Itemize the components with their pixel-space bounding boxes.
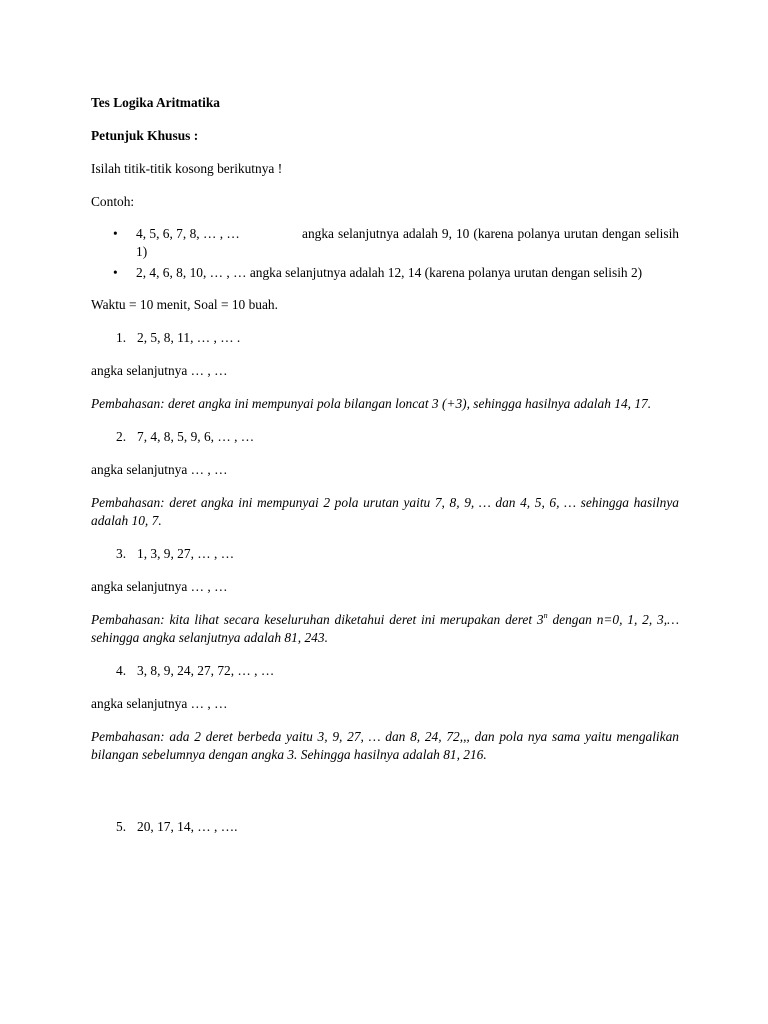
- example-sequence: 2, 4, 6, 8, 10, … , …: [136, 265, 247, 280]
- discussion-text: Pembahasan: deret angka ini mempunyai pola bilangan loncat 3 (+3), sehingga hasilnya adalah 14, 17.: [91, 396, 652, 411]
- answer-prompt: angka selanjutnya … , …: [91, 696, 228, 711]
- example-list: [91, 225, 679, 282]
- example-explanation: angka selanjutnya adalah 12, 14 (karena polanya urutan dengan selisih 2): [249, 265, 643, 280]
- instruction-text: Isilah titik-titik kosong berikutnya !: [91, 161, 283, 176]
- question-number: 3.: [116, 546, 127, 561]
- question-sequence: 1, 3, 9, 27, … , …: [137, 546, 235, 561]
- answer-prompt: angka selanjutnya … , …: [91, 579, 228, 594]
- bullet-icon: •: [113, 226, 118, 241]
- question-4: [91, 662, 679, 680]
- answer-prompt: angka selanjutnya … , …: [91, 462, 228, 477]
- example-explanation: angka selanjutnya adalah 9, 10 (karena polanya urutan dengan selisih 1): [136, 226, 679, 259]
- discussion-text: Pembahasan: deret angka ini mempunyai 2 pola urutan yaitu 7, 8, 9, … dan 4, 5, 6, … sehingga hasilnya adalah 10, 7.: [91, 495, 679, 528]
- instructions-heading: Petunjuk Khusus :: [91, 128, 199, 143]
- discussion-text-part: Pembahasan: kita lihat secara keseluruhan diketahui deret ini merupakan deret 3: [91, 612, 544, 627]
- question-sequence: 2, 5, 8, 11, … , … .: [137, 330, 241, 345]
- answer-prompt: angka selanjutnya … , …: [91, 363, 228, 378]
- question-sequence: 7, 4, 8, 5, 9, 6, … , …: [137, 429, 255, 444]
- question-5: [91, 818, 679, 836]
- document-title: Tes Logika Aritmatika: [91, 95, 220, 110]
- question-number: 4.: [116, 663, 127, 678]
- question-number: 5.: [116, 819, 127, 834]
- example-sequence: 4, 5, 6, 7, 8, … , …: [136, 226, 240, 241]
- bullet-icon: •: [113, 265, 118, 280]
- example-item: [91, 264, 679, 282]
- question-number: 1.: [116, 330, 127, 345]
- question-sequence: 20, 17, 14, … , ….: [137, 819, 238, 834]
- document-body: [91, 94, 679, 836]
- discussion-text-part: dengan n=0, 1, 2, 3,… sehingga angka selanjutnya adalah 81, 243.: [91, 612, 679, 645]
- question-number: 2.: [116, 429, 127, 444]
- question-1: [91, 329, 679, 347]
- discussion-text: [91, 611, 679, 647]
- question-3: [91, 545, 679, 563]
- time-info: Waktu = 10 menit, Soal = 10 buah.: [91, 297, 278, 312]
- superscript-exponent: n: [543, 610, 548, 620]
- example-label: Contoh:: [91, 194, 135, 209]
- discussion-text: Pembahasan: ada 2 deret berbeda yaitu 3, 9, 27, … dan 8, 24, 72,,, dan pola nya sama yaitu mengalikan bilangan sebelumnya dengan angka 3. Sehingga hasilnya adalah 81, 216.: [91, 729, 679, 762]
- example-item: [91, 225, 679, 261]
- question-sequence: 3, 8, 9, 24, 27, 72, … , …: [137, 663, 275, 678]
- question-2: [91, 428, 679, 446]
